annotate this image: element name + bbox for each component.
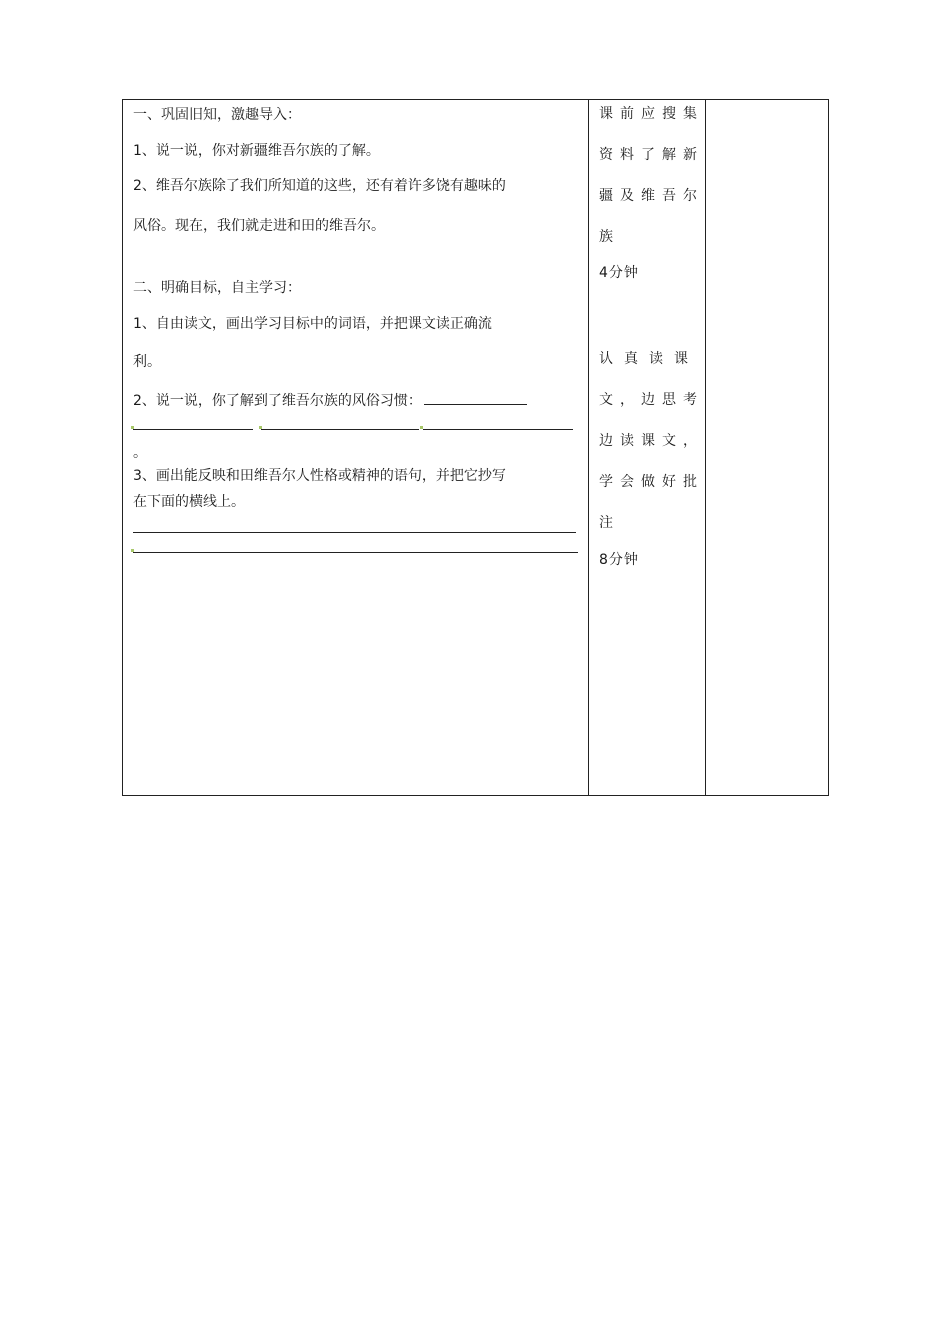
section-2-item-1-line-1: 1、自由读文，画出学习目标中的词语，并把课文读正确流	[133, 316, 492, 332]
answer-line-3[interactable]	[133, 552, 578, 553]
note-line-9: 注	[599, 515, 620, 531]
answer-blank[interactable]	[424, 392, 527, 405]
section-1-item-2-line-1: 2、维吾尔族除了我们所知道的这些，还有着许多饶有趣味的	[133, 178, 506, 194]
blank-column	[706, 100, 828, 795]
section-2-item-2-end: 。	[133, 445, 147, 461]
answer-line-1c[interactable]	[423, 429, 573, 430]
note-line-3: 疆及维吾尔	[599, 188, 704, 204]
section-2-item-3-line-2: 在下面的横线上。	[133, 494, 245, 510]
answer-line-1b[interactable]	[261, 429, 419, 430]
content-column	[123, 100, 589, 795]
note-line-1: 课前应搜集	[599, 106, 704, 122]
section-2-item-1-line-2: 利。	[133, 354, 161, 370]
note-line-6: 文，边思考	[599, 392, 704, 408]
note-time-2: 8分钟	[599, 552, 639, 568]
note-line-2: 资料了解新	[599, 147, 704, 163]
marker-dot	[420, 426, 423, 429]
section-2-item-3-line-1: 3、画出能反映和田维吾尔人性格或精神的语句，并把它抄写	[133, 468, 506, 484]
note-time-1: 4分钟	[599, 265, 639, 281]
answer-line-1a[interactable]	[133, 429, 253, 430]
note-line-5: 认真读课	[599, 351, 699, 367]
note-line-8: 学会做好批	[599, 474, 704, 490]
marker-dot	[131, 549, 134, 552]
marker-dot	[131, 426, 134, 429]
answer-line-2[interactable]	[133, 532, 576, 533]
section-1-item-1: 1、说一说，你对新疆维吾尔族的了解。	[133, 143, 380, 159]
section-2-item-2-text: 2、说一说，你了解到了维吾尔族的风俗习惯：	[133, 393, 422, 409]
section-1-title: 一、巩固旧知，激趣导入：	[133, 107, 301, 123]
section-2-item-2	[133, 392, 527, 410]
lesson-table	[122, 99, 829, 796]
notes-column	[589, 100, 706, 795]
marker-dot	[259, 426, 262, 429]
note-line-7: 边读课文，	[599, 433, 704, 449]
section-2-title: 二、明确目标，自主学习：	[133, 280, 301, 296]
section-1-item-2-line-2: 风俗。现在，我们就走进和田的维吾尔。	[133, 218, 385, 234]
note-line-4: 族	[599, 229, 620, 245]
